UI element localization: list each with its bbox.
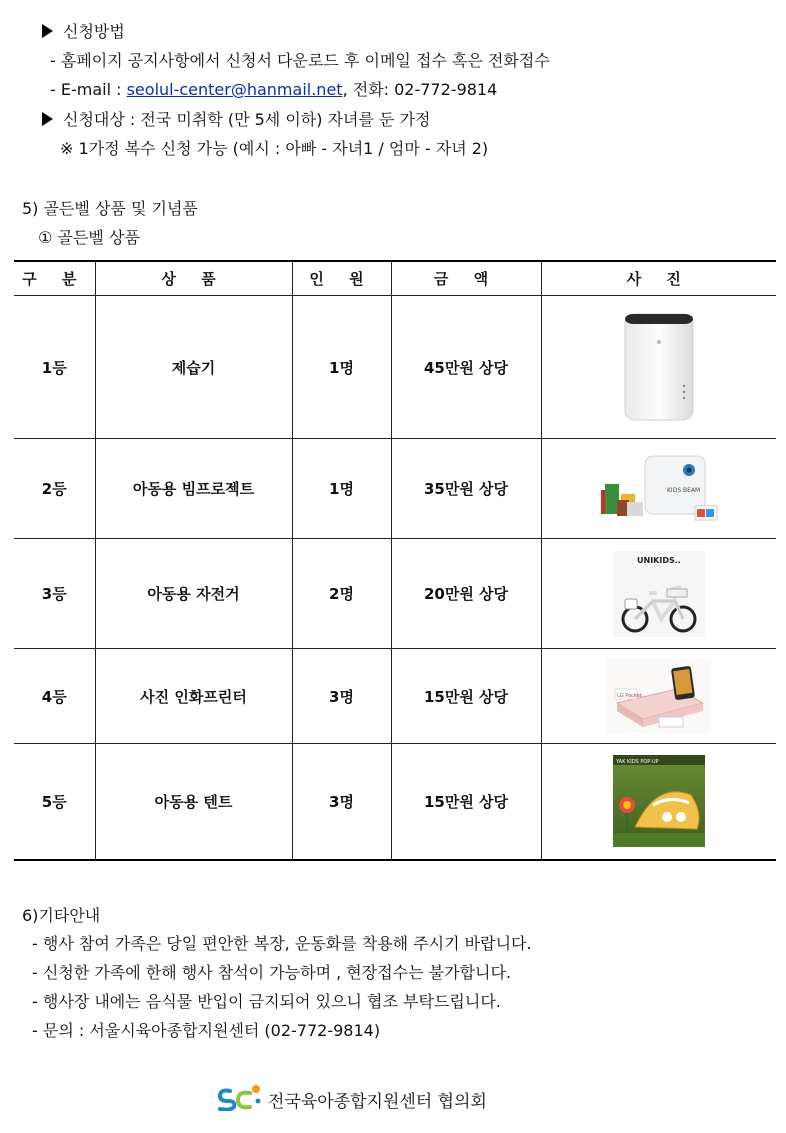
table-row	[14, 439, 776, 539]
item-cell: 아동용 텐트	[95, 744, 292, 860]
rank-cell: 2등	[14, 439, 95, 539]
photo-cell	[541, 744, 776, 860]
method-line: - 홈페이지 공지사항에서 신청서 다운로드 후 이메일 접수 혹은 전화접수	[50, 51, 550, 70]
rank-cell: 3등	[14, 539, 95, 649]
bicycle-brand-text: UNIKIDS..	[636, 555, 681, 565]
section6-title: 6)기타안내	[22, 906, 101, 925]
item-cell: 아동용 자전거	[95, 539, 292, 649]
photo-cell	[541, 439, 776, 539]
header-item: 상 품	[95, 261, 292, 296]
info-item-3: - 행사장 내에는 음식물 반입이 금지되어 있으니 협조 부탁드립니다.	[32, 992, 501, 1011]
table-row	[14, 296, 776, 439]
photo-cell	[541, 539, 776, 649]
header-rank: 구 분	[14, 261, 95, 296]
value-cell: 35만원 상당	[391, 439, 541, 539]
photo-cell	[541, 296, 776, 439]
prize-table	[14, 260, 776, 861]
count-cell: 3명	[292, 744, 391, 860]
printer-brand-text: LG Pocket	[616, 693, 642, 699]
target-heading	[42, 110, 431, 130]
count-cell: 1명	[292, 296, 391, 439]
tent-photo	[613, 755, 705, 847]
bicycle-photo	[613, 551, 705, 637]
printer-photo	[607, 659, 711, 733]
table-row	[14, 649, 776, 744]
table-row	[14, 539, 776, 649]
triangle-bullet-icon	[42, 112, 53, 126]
rank-cell: 1등	[14, 296, 95, 439]
count-cell: 3명	[292, 649, 391, 744]
target-text: 신청대상 : 전국 미취학 (만 5세 이하) 자녀를 둔 가정	[63, 110, 431, 129]
phone-text: , 전화: 02-772-9814	[342, 80, 498, 99]
photo-cell	[541, 649, 776, 744]
item-cell: 제습기	[95, 296, 292, 439]
header-photo: 사 진	[541, 261, 776, 296]
dehumidifier-photo	[621, 312, 697, 422]
count-cell: 2명	[292, 539, 391, 649]
footer-org-name: 전국육아종합지원센터 협의회	[268, 1092, 487, 1112]
item-cell: 사진 인화프린터	[95, 649, 292, 744]
info-item-4: - 문의 : 서울시육아종합지원센터 (02-772-9814)	[32, 1021, 381, 1040]
center-logo-icon	[216, 1083, 262, 1111]
section5-subtitle: ① 골든벨 상품	[38, 228, 140, 247]
header-count: 인 원	[292, 261, 391, 296]
header-value: 금 액	[391, 261, 541, 296]
email-label: - E-mail :	[50, 80, 127, 99]
email-link[interactable]: seolul-center@hanmail.net	[126, 80, 343, 99]
rank-cell: 5등	[14, 744, 95, 860]
method-heading	[42, 22, 125, 42]
rank-cell: 4등	[14, 649, 95, 744]
section5-title: 5) 골든벨 상품 및 기념품	[22, 199, 198, 218]
projector-photo	[597, 454, 721, 524]
value-cell: 15만원 상당	[391, 744, 541, 860]
value-cell: 15만원 상당	[391, 649, 541, 744]
triangle-bullet-icon	[42, 24, 53, 38]
item-cell: 아동용 빔프로젝트	[95, 439, 292, 539]
info-item-1: - 행사 참여 가족은 당일 편안한 복장, 운동화를 착용해 주시기 바랍니다.	[32, 934, 532, 953]
count-cell: 1명	[292, 439, 391, 539]
method-title: 신청방법	[63, 22, 125, 41]
table-header-row	[14, 261, 776, 296]
table-row	[14, 744, 776, 860]
projector-brand-text: KIDS BEAM	[666, 486, 700, 494]
email-line	[50, 80, 497, 100]
value-cell: 45만원 상당	[391, 296, 541, 439]
note-line: ※ 1가정 복수 신청 가능 (예시 : 아빠 - 자녀1 / 엄마 - 자녀 2)	[60, 139, 489, 158]
value-cell: 20만원 상당	[391, 539, 541, 649]
info-item-2: - 신청한 가족에 한해 행사 참석이 가능하며 , 현장접수는 불가합니다.	[32, 963, 512, 982]
tent-brand-text: YAK KIDS POP-UP	[615, 759, 659, 766]
